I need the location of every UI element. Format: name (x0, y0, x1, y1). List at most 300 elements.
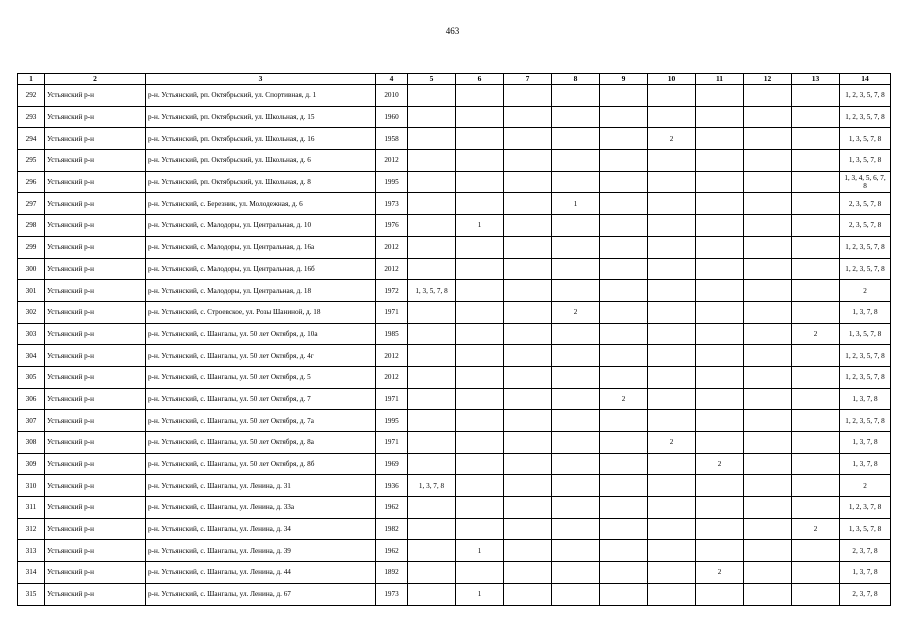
table-cell-col-3: р-н. Устьянский, с. Малодоры, ул. Центральная, д. 16а (146, 236, 376, 258)
table-cell-col-8 (552, 497, 600, 519)
table-cell-col-11 (696, 236, 744, 258)
table-cell-col-13 (792, 453, 840, 475)
table-cell-col-5 (408, 150, 456, 172)
table-cell-col-6 (456, 323, 504, 345)
table-row (18, 345, 891, 367)
table-cell-col-3: р-н. Устьянский, с. Малодоры, ул. Центральная, д. 16б (146, 258, 376, 280)
table-cell-col-7 (504, 323, 552, 345)
table-cell-col-10 (648, 171, 696, 193)
table-row (18, 583, 891, 605)
table-cell-col-2: Устьянский р-н (45, 236, 146, 258)
table-cell-col-11 (696, 345, 744, 367)
table-cell-col-8 (552, 562, 600, 584)
table-cell-col-4: 1972 (376, 280, 408, 302)
table-cell-col-12 (744, 475, 792, 497)
table-cell-col-7 (504, 85, 552, 107)
table-cell-col-3: р-н. Устьянский, с. Малодоры, ул. Центральная, д. 18 (146, 280, 376, 302)
table-cell-col-8 (552, 475, 600, 497)
table-cell-col-4: 1962 (376, 540, 408, 562)
table-cell-col-3: р-н. Устьянский, с. Шангалы, ул. 50 лет Октября, д. 8б (146, 453, 376, 475)
table-cell-col-10 (648, 345, 696, 367)
table-cell-col-13: 2 (792, 518, 840, 540)
table-cell-col-9 (600, 583, 648, 605)
table-cell-col-8: 1 (552, 193, 600, 215)
table-cell-col-8 (552, 345, 600, 367)
table-cell-col-8 (552, 150, 600, 172)
table-cell-col-13 (792, 128, 840, 150)
table-cell-col-14: 1, 2, 3, 5, 7, 8 (840, 345, 891, 367)
table-cell-col-9 (600, 106, 648, 128)
table-cell-col-2: Устьянский р-н (45, 540, 146, 562)
table-cell-col-3: р-н. Устьянский, с. Шангалы, ул. 50 лет Октября, д. 8а (146, 432, 376, 454)
table-cell-col-14: 1, 2, 3, 5, 7, 8 (840, 410, 891, 432)
column-header-14: 14 (840, 74, 891, 85)
table-cell-col-4: 1969 (376, 453, 408, 475)
table-cell-col-14: 1, 3, 7, 8 (840, 432, 891, 454)
table-cell-col-11: 2 (696, 562, 744, 584)
table-cell-col-12 (744, 128, 792, 150)
column-header-12: 12 (744, 74, 792, 85)
table-cell-col-10 (648, 323, 696, 345)
table-cell-col-5 (408, 497, 456, 519)
table-body (18, 85, 891, 606)
table-cell-col-1: 297 (18, 193, 45, 215)
table-cell-col-14: 1, 3, 7, 8 (840, 562, 891, 584)
table-cell-col-2: Устьянский р-н (45, 345, 146, 367)
table-row (18, 323, 891, 345)
table-row (18, 128, 891, 150)
table-cell-col-9 (600, 128, 648, 150)
table-cell-col-14: 1, 3, 5, 7, 8 (840, 128, 891, 150)
table-cell-col-10 (648, 453, 696, 475)
table-cell-col-9 (600, 475, 648, 497)
table-cell-col-3: р-н. Устьянский, рп. Октябрьский, ул. Школьная, д. 6 (146, 150, 376, 172)
table-cell-col-1: 293 (18, 106, 45, 128)
table-cell-col-14: 1, 2, 3, 5, 7, 8 (840, 366, 891, 388)
table-cell-col-6 (456, 171, 504, 193)
table-cell-col-13 (792, 280, 840, 302)
table-cell-col-13: 2 (792, 323, 840, 345)
table-cell-col-9 (600, 518, 648, 540)
table-cell-col-4: 1960 (376, 106, 408, 128)
table-cell-col-12 (744, 432, 792, 454)
table-cell-col-13 (792, 410, 840, 432)
table-row (18, 215, 891, 237)
table-cell-col-12 (744, 366, 792, 388)
table-cell-col-8: 2 (552, 301, 600, 323)
table-cell-col-2: Устьянский р-н (45, 366, 146, 388)
table-cell-col-8 (552, 128, 600, 150)
table-cell-col-11 (696, 518, 744, 540)
column-header-6: 6 (456, 74, 504, 85)
table-cell-col-5 (408, 106, 456, 128)
table-cell-col-5 (408, 171, 456, 193)
table-cell-col-3: р-н. Устьянский, с. Березник, ул. Молодежная, д. 6 (146, 193, 376, 215)
table-cell-col-3: р-н. Устьянский, с. Строевское, ул. Розы Шаниной, д. 18 (146, 301, 376, 323)
table-row (18, 150, 891, 172)
table-cell-col-2: Устьянский р-н (45, 475, 146, 497)
table-cell-col-1: 299 (18, 236, 45, 258)
table-row (18, 432, 891, 454)
table-cell-col-13 (792, 301, 840, 323)
table-cell-col-5 (408, 518, 456, 540)
table-cell-col-6 (456, 85, 504, 107)
table-cell-col-3: р-н. Устьянский, с. Шангалы, ул. Ленина, д. 44 (146, 562, 376, 584)
table-cell-col-6 (456, 280, 504, 302)
table-cell-col-5 (408, 540, 456, 562)
table-cell-col-7 (504, 280, 552, 302)
table-cell-col-14: 2, 3, 7, 8 (840, 540, 891, 562)
table-cell-col-1: 294 (18, 128, 45, 150)
table-cell-col-6 (456, 193, 504, 215)
table-cell-col-2: Устьянский р-н (45, 388, 146, 410)
table-cell-col-7 (504, 128, 552, 150)
table-cell-col-13 (792, 475, 840, 497)
table-cell-col-1: 313 (18, 540, 45, 562)
table-cell-col-10 (648, 540, 696, 562)
table-cell-col-3: р-н. Устьянский, с. Шангалы, ул. Ленина, д. 39 (146, 540, 376, 562)
table-cell-col-4: 1971 (376, 388, 408, 410)
table-cell-col-3: р-н. Устьянский, с. Шангалы, ул. Ленина, д. 33а (146, 497, 376, 519)
table-cell-col-14: 2, 3, 5, 7, 8 (840, 215, 891, 237)
table-cell-col-6 (456, 410, 504, 432)
table-cell-col-9 (600, 345, 648, 367)
table-cell-col-9 (600, 171, 648, 193)
table-cell-col-14: 1, 2, 3, 5, 7, 8 (840, 106, 891, 128)
table-cell-col-5 (408, 366, 456, 388)
table-cell-col-11 (696, 171, 744, 193)
table-cell-col-5 (408, 258, 456, 280)
table-cell-col-7 (504, 388, 552, 410)
table-cell-col-8 (552, 106, 600, 128)
table-cell-col-4: 1892 (376, 562, 408, 584)
table-cell-col-6 (456, 518, 504, 540)
table-cell-col-13 (792, 540, 840, 562)
table-cell-col-12 (744, 215, 792, 237)
table-cell-col-2: Устьянский р-н (45, 258, 146, 280)
table-cell-col-14: 2 (840, 475, 891, 497)
table-cell-col-12 (744, 518, 792, 540)
table-cell-col-7 (504, 150, 552, 172)
table-cell-col-10 (648, 583, 696, 605)
table-cell-col-12 (744, 540, 792, 562)
table-row (18, 540, 891, 562)
table-row (18, 410, 891, 432)
table-cell-col-4: 2012 (376, 150, 408, 172)
table-header (18, 74, 891, 85)
table-cell-col-11 (696, 280, 744, 302)
table-cell-col-9 (600, 562, 648, 584)
table-cell-col-5 (408, 583, 456, 605)
table-cell-col-3: р-н. Устьянский, с. Шангалы, ул. Ленина, д. 34 (146, 518, 376, 540)
table-row (18, 388, 891, 410)
table-cell-col-7 (504, 236, 552, 258)
table-cell-col-9 (600, 150, 648, 172)
table-cell-col-1: 315 (18, 583, 45, 605)
table-cell-col-12 (744, 150, 792, 172)
table-cell-col-1: 307 (18, 410, 45, 432)
table-cell-col-2: Устьянский р-н (45, 215, 146, 237)
table-cell-col-11 (696, 85, 744, 107)
table-row (18, 106, 891, 128)
table-cell-col-2: Устьянский р-н (45, 562, 146, 584)
table-cell-col-8 (552, 215, 600, 237)
table-cell-col-8 (552, 453, 600, 475)
table-cell-col-11 (696, 432, 744, 454)
table-cell-col-2: Устьянский р-н (45, 150, 146, 172)
table-cell-col-13 (792, 85, 840, 107)
table-cell-col-9 (600, 215, 648, 237)
table-cell-col-12 (744, 410, 792, 432)
table-cell-col-11 (696, 106, 744, 128)
column-header-8: 8 (552, 74, 600, 85)
table-cell-col-3: р-н. Устьянский, с. Шангалы, ул. Ленина, д. 67 (146, 583, 376, 605)
table-cell-col-11 (696, 388, 744, 410)
table-cell-col-5 (408, 345, 456, 367)
table-cell-col-3: р-н. Устьянский, с. Шангалы, ул. 50 лет Октября, д. 4г (146, 345, 376, 367)
table-cell-col-8 (552, 388, 600, 410)
table-cell-col-1: 300 (18, 258, 45, 280)
table-cell-col-9 (600, 540, 648, 562)
table-cell-col-5 (408, 301, 456, 323)
table-cell-col-12 (744, 497, 792, 519)
table-cell-col-5 (408, 193, 456, 215)
table-cell-col-6 (456, 475, 504, 497)
table-cell-col-12 (744, 583, 792, 605)
table-cell-col-7 (504, 540, 552, 562)
table-cell-col-1: 292 (18, 85, 45, 107)
table-cell-col-14: 1, 3, 4, 5, 6, 7, 8 (840, 171, 891, 193)
table-row (18, 562, 891, 584)
table-cell-col-7 (504, 193, 552, 215)
table-cell-col-13 (792, 258, 840, 280)
table-cell-col-4: 1973 (376, 193, 408, 215)
column-header-9: 9 (600, 74, 648, 85)
table-cell-col-4: 1958 (376, 128, 408, 150)
column-header-5: 5 (408, 74, 456, 85)
column-header-1: 1 (18, 74, 45, 85)
table-cell-col-4: 1962 (376, 497, 408, 519)
table-cell-col-1: 295 (18, 150, 45, 172)
table-cell-col-3: р-н. Устьянский, с. Шангалы, ул. 50 лет Октября, д. 10а (146, 323, 376, 345)
table-cell-col-2: Устьянский р-н (45, 193, 146, 215)
table-cell-col-3: р-н. Устьянский, рп. Октябрьский, ул. Школьная, д. 15 (146, 106, 376, 128)
table-cell-col-9 (600, 193, 648, 215)
table-cell-col-5 (408, 323, 456, 345)
table-cell-col-6 (456, 562, 504, 584)
page-number: 463 (445, 26, 460, 36)
table-cell-col-9 (600, 301, 648, 323)
table-cell-col-9 (600, 497, 648, 519)
table-cell-col-7 (504, 497, 552, 519)
table-cell-col-1: 310 (18, 475, 45, 497)
table-cell-col-1: 311 (18, 497, 45, 519)
table-cell-col-9 (600, 323, 648, 345)
table-cell-col-10 (648, 106, 696, 128)
table-cell-col-7 (504, 258, 552, 280)
table-row (18, 366, 891, 388)
table-cell-col-10 (648, 366, 696, 388)
table-cell-col-10 (648, 258, 696, 280)
table-cell-col-13 (792, 583, 840, 605)
table-cell-col-8 (552, 323, 600, 345)
table-cell-col-11 (696, 323, 744, 345)
table-cell-col-12 (744, 106, 792, 128)
table-cell-col-14: 1, 3, 5, 7, 8 (840, 323, 891, 345)
table-cell-col-11 (696, 128, 744, 150)
table-cell-col-3: р-н. Устьянский, рп. Октябрьский, ул. Школьная, д. 8 (146, 171, 376, 193)
table-cell-col-4: 1995 (376, 171, 408, 193)
table-cell-col-2: Устьянский р-н (45, 280, 146, 302)
table-cell-col-7 (504, 432, 552, 454)
table-row (18, 301, 891, 323)
table-cell-col-9 (600, 258, 648, 280)
table-cell-col-1: 302 (18, 301, 45, 323)
table-cell-col-3: р-н. Устьянский, с. Шангалы, ул. 50 лет Октября, д. 7 (146, 388, 376, 410)
table-cell-col-7 (504, 410, 552, 432)
table-cell-col-14: 1, 3, 7, 8 (840, 453, 891, 475)
table-row (18, 453, 891, 475)
table-cell-col-11 (696, 475, 744, 497)
table-row (18, 475, 891, 497)
table-cell-col-7 (504, 106, 552, 128)
table-cell-col-7 (504, 345, 552, 367)
table-row (18, 258, 891, 280)
table-cell-col-12 (744, 193, 792, 215)
column-header-4: 4 (376, 74, 408, 85)
table-cell-col-9: 2 (600, 388, 648, 410)
table-cell-col-14: 1, 3, 7, 8 (840, 301, 891, 323)
table-cell-col-10 (648, 475, 696, 497)
table-cell-col-1: 305 (18, 366, 45, 388)
table-cell-col-5 (408, 453, 456, 475)
table-cell-col-12 (744, 236, 792, 258)
table-cell-col-6 (456, 345, 504, 367)
table-cell-col-10 (648, 497, 696, 519)
table-cell-col-2: Устьянский р-н (45, 301, 146, 323)
table-cell-col-7 (504, 171, 552, 193)
table-cell-col-8 (552, 583, 600, 605)
table-cell-col-12 (744, 171, 792, 193)
table-cell-col-2: Устьянский р-н (45, 497, 146, 519)
table-cell-col-14: 2, 3, 5, 7, 8 (840, 193, 891, 215)
table-cell-col-4: 2012 (376, 258, 408, 280)
table-cell-col-11 (696, 366, 744, 388)
table-cell-col-3: р-н. Устьянский, рп. Октябрьский, ул. Спортивная, д. 1 (146, 85, 376, 107)
table-cell-col-6 (456, 453, 504, 475)
table-cell-col-6 (456, 128, 504, 150)
table-cell-col-13 (792, 366, 840, 388)
table-cell-col-10 (648, 85, 696, 107)
table-cell-col-1: 303 (18, 323, 45, 345)
table-cell-col-12 (744, 85, 792, 107)
table-cell-col-4: 2012 (376, 366, 408, 388)
table-cell-col-9 (600, 453, 648, 475)
table-cell-col-2: Устьянский р-н (45, 518, 146, 540)
table-cell-col-11 (696, 258, 744, 280)
table-cell-col-6 (456, 106, 504, 128)
table-cell-col-9 (600, 85, 648, 107)
column-header-2: 2 (45, 74, 146, 85)
table-cell-col-14: 1, 3, 5, 7, 8 (840, 518, 891, 540)
table-cell-col-5 (408, 128, 456, 150)
table-cell-col-14: 1, 3, 7, 8 (840, 388, 891, 410)
table-cell-col-12 (744, 453, 792, 475)
table-cell-col-14: 2, 3, 7, 8 (840, 583, 891, 605)
table-cell-col-1: 298 (18, 215, 45, 237)
table-cell-col-11 (696, 215, 744, 237)
table-row (18, 518, 891, 540)
table-cell-col-2: Устьянский р-н (45, 106, 146, 128)
data-table (17, 73, 891, 606)
column-header-7: 7 (504, 74, 552, 85)
table-cell-col-9 (600, 280, 648, 302)
table-cell-col-3: р-н. Устьянский, с. Шангалы, ул. 50 лет Октября, д. 5 (146, 366, 376, 388)
table-cell-col-10 (648, 562, 696, 584)
table-cell-col-12 (744, 323, 792, 345)
table-cell-col-10: 2 (648, 432, 696, 454)
table-cell-col-1: 314 (18, 562, 45, 584)
table-cell-col-6: 1 (456, 215, 504, 237)
table-cell-col-11: 2 (696, 453, 744, 475)
table-cell-col-8 (552, 258, 600, 280)
table-cell-col-6 (456, 150, 504, 172)
table-cell-col-1: 296 (18, 171, 45, 193)
table-cell-col-8 (552, 432, 600, 454)
table-cell-col-10 (648, 215, 696, 237)
table-cell-col-9 (600, 366, 648, 388)
table-cell-col-13 (792, 193, 840, 215)
table-cell-col-5 (408, 410, 456, 432)
table-cell-col-8 (552, 236, 600, 258)
table-cell-col-10 (648, 150, 696, 172)
table-cell-col-8 (552, 540, 600, 562)
table-cell-col-11 (696, 410, 744, 432)
table-cell-col-4: 1985 (376, 323, 408, 345)
table-cell-col-5 (408, 215, 456, 237)
table-cell-col-13 (792, 236, 840, 258)
table-cell-col-1: 306 (18, 388, 45, 410)
table-cell-col-4: 2010 (376, 85, 408, 107)
table-cell-col-2: Устьянский р-н (45, 432, 146, 454)
table-cell-col-5 (408, 432, 456, 454)
table-cell-col-2: Устьянский р-н (45, 453, 146, 475)
table-cell-col-4: 2012 (376, 345, 408, 367)
table-cell-col-4: 1995 (376, 410, 408, 432)
table-cell-col-13 (792, 432, 840, 454)
table-cell-col-7 (504, 453, 552, 475)
table-cell-col-14: 1, 2, 3, 5, 7, 8 (840, 258, 891, 280)
table-cell-col-12 (744, 280, 792, 302)
table-cell-col-12 (744, 388, 792, 410)
table-cell-col-7 (504, 475, 552, 497)
table-cell-col-4: 1936 (376, 475, 408, 497)
column-header-10: 10 (648, 74, 696, 85)
table-cell-col-4: 2012 (376, 236, 408, 258)
table-cell-col-5 (408, 562, 456, 584)
table-cell-col-1: 301 (18, 280, 45, 302)
table-cell-col-7 (504, 518, 552, 540)
table-cell-col-1: 304 (18, 345, 45, 367)
table-cell-col-6 (456, 432, 504, 454)
table-row (18, 171, 891, 193)
table-cell-col-2: Устьянский р-н (45, 323, 146, 345)
table-cell-col-5: 1, 3, 5, 7, 8 (408, 280, 456, 302)
table-cell-col-3: р-н. Устьянский, с. Шангалы, ул. 50 лет Октября, д. 7а (146, 410, 376, 432)
table-cell-col-8 (552, 171, 600, 193)
table-cell-col-7 (504, 301, 552, 323)
table-cell-col-11 (696, 583, 744, 605)
